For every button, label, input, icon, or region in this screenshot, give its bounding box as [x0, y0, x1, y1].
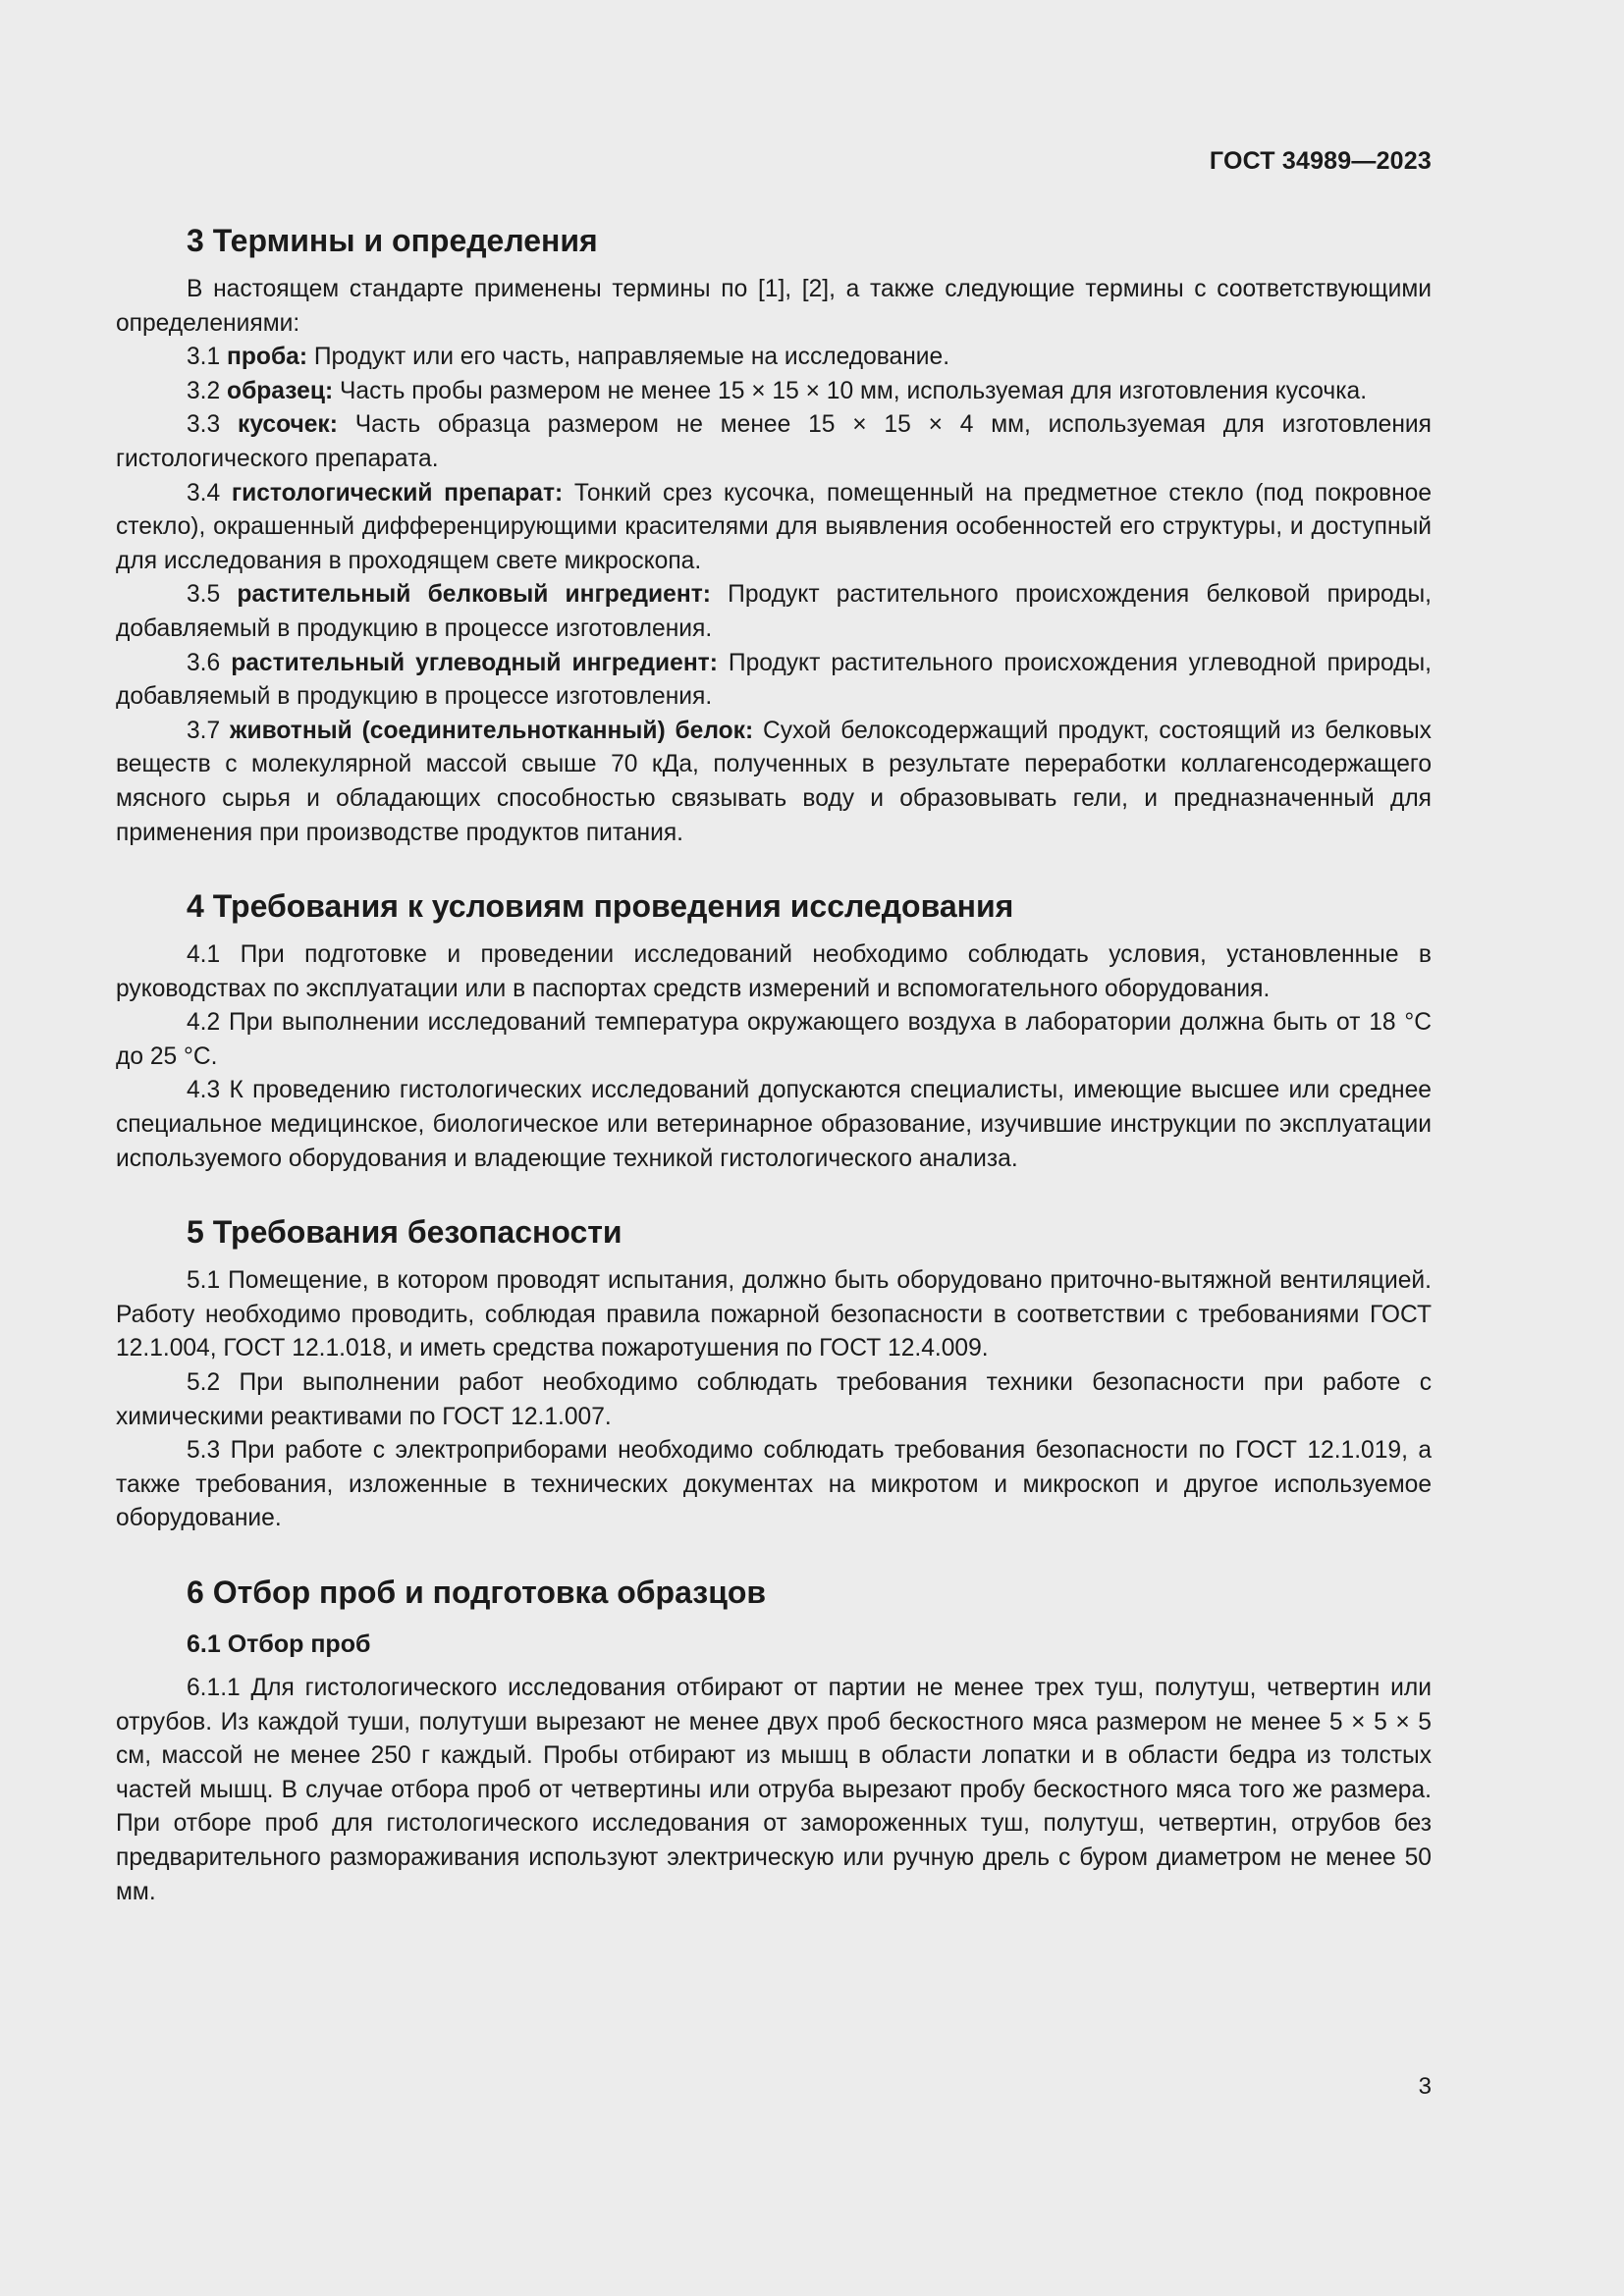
term-name: кусочек:	[238, 411, 338, 439]
term-definition: Продукт растительного происхождения белковой природы, добавляемый в продукцию в процессе изготовления.	[116, 581, 1432, 642]
paragraph-5-3: 5.3 При работе с электроприборами необходимо соблюдать требования безопасности по ГОСТ 12.1.019, а также требования, изложенные в технических документах на микротом и микроскоп и другое используемое оборудование.	[116, 1437, 1432, 1532]
document-body	[116, 218, 1432, 1909]
paragraph-5-2: 5.2 При выполнении работ необходимо соблюдать требования техники безопасности при работе с химическими реактивами по ГОСТ 12.1.007.	[116, 1369, 1432, 1430]
term-name: проба:	[227, 344, 308, 371]
section-5-heading: 5 Требования безопасности	[187, 1214, 623, 1251]
term-definition: Сухой белоксодержащий продукт, состоящий из белковых веществ с молекулярной массой свыше 70 кДа, полученных в результате переработки коллагенсодержащего мясного сырья и обладающих способностью связывать воду и образовывать гели, и предназначенный для применения при производстве продуктов питания.	[116, 717, 1432, 846]
term-item-3-3	[116, 408, 1432, 476]
term-definition: Продукт растительного происхождения углеводной природы, добавляемый в продукцию в процессе изготовления.	[116, 649, 1432, 711]
term-number: 3.2	[187, 377, 221, 404]
term-definition: Часть пробы размером не менее 15 × 15 × 10 мм, используемая для изготовления кусочка.	[340, 377, 1368, 404]
subsection-6-1-heading: 6.1 Отбор проб	[187, 1630, 371, 1658]
section-3-heading: 3 Термины и определения	[187, 223, 598, 258]
section-4-heading: 4 Требования к условиям проведения исследования	[187, 888, 1014, 925]
term-name: гистологический препарат:	[231, 479, 564, 507]
term-definition: Часть образца размером не менее 15 × 15 × 4 мм, используемая для изготовления гистологического препарата.	[116, 411, 1432, 472]
term-item-3-6	[116, 647, 1432, 715]
section-6-heading: 6 Отбор проб и подготовка образцов	[187, 1575, 767, 1610]
document-code: ГОСТ 34989—2023	[1209, 147, 1432, 175]
paragraph-4-2: 4.2 При выполнении исследований температура окружающего воздуха в лаборатории должна быть от 18 °С до 25 °С.	[116, 1009, 1432, 1070]
paragraph-5-1: 5.1 Помещение, в котором проводят испытания, должно быть оборудовано приточно-вытяжной вентиляцией. Работу необходимо проводить, соблюдая правила пожарной безопасности в соответствии с требованиями ГОСТ 12.1.004, ГОСТ 12.1.018, и иметь средства пожаротушения по ГОСТ 12.4.009.	[116, 1267, 1432, 1362]
term-name: растительный белковый ингредиент:	[237, 581, 711, 609]
term-number: 3.7	[187, 717, 221, 744]
term-name: растительный углеводный ингредиент:	[231, 649, 718, 676]
term-number: 3.1	[187, 344, 221, 371]
term-item-3-4	[116, 477, 1432, 579]
term-number: 3.6	[187, 649, 221, 676]
term-item-3-7	[116, 715, 1432, 850]
term-name: образец:	[227, 377, 334, 404]
term-number: 3.4	[187, 479, 221, 507]
document-page	[116, 0, 1432, 2296]
section-3-intro: В настоящем стандарте применены термины по [1], [2], а также следующие термины с соответствующими определениями:	[116, 276, 1432, 337]
term-number: 3.5	[187, 581, 221, 609]
term-number: 3.3	[187, 411, 221, 439]
term-definition: Тонкий срез кусочка, помещенный на предметное стекло (под покровное стекло), окрашенный дифференцирующими красителями для выявления особенностей его структуры, и доступный для исследования в проходящем свете микроскопа.	[116, 479, 1433, 574]
page-number: 3	[1418, 2073, 1432, 2100]
term-name: животный (соединительнотканный) белок:	[230, 717, 754, 744]
paragraph-4-3: 4.3 К проведению гистологических исследований допускаются специалисты, имеющие высшее или среднее специальное медицинское, биологическое или ветеринарное образование, изучившие инструкции по эксплуатации используемого оборудования и владеющие техникой гистологического анализа.	[116, 1077, 1432, 1172]
term-item-3-5	[116, 578, 1432, 646]
term-item-3-2	[116, 375, 1432, 409]
paragraph-6-1-1: 6.1.1 Для гистологического исследования отбирают от партии не менее трех туш, полутуш, четвертин или отрубов. Из каждой туши, полутуши вырезают не менее двух проб бескостного мяса размером не менее 5 × 5 × 5 см, массой не менее 250 г каждый. Пробы отбирают из мышц в области лопатки и в области бедра из толстых частей мышц. В случае отбора проб от четвертины или отруба вырезают пробу бескостного мяса того же размера. При отборе проб для гистологического исследования от замороженных туш, полутуш, четвертин, отрубов без предварительного размораживания используют электрическую или ручную дрель с буром диаметром не менее 50 мм.	[116, 1675, 1432, 1905]
term-item-3-1	[116, 341, 1432, 375]
paragraph-4-1: 4.1 При подготовке и проведении исследований необходимо соблюдать условия, установленные в руководствах по эксплуатации или в паспортах средств измерений и вспомогательного оборудования.	[116, 941, 1432, 1002]
term-definition: Продукт или его часть, направляемые на исследование.	[313, 344, 950, 371]
